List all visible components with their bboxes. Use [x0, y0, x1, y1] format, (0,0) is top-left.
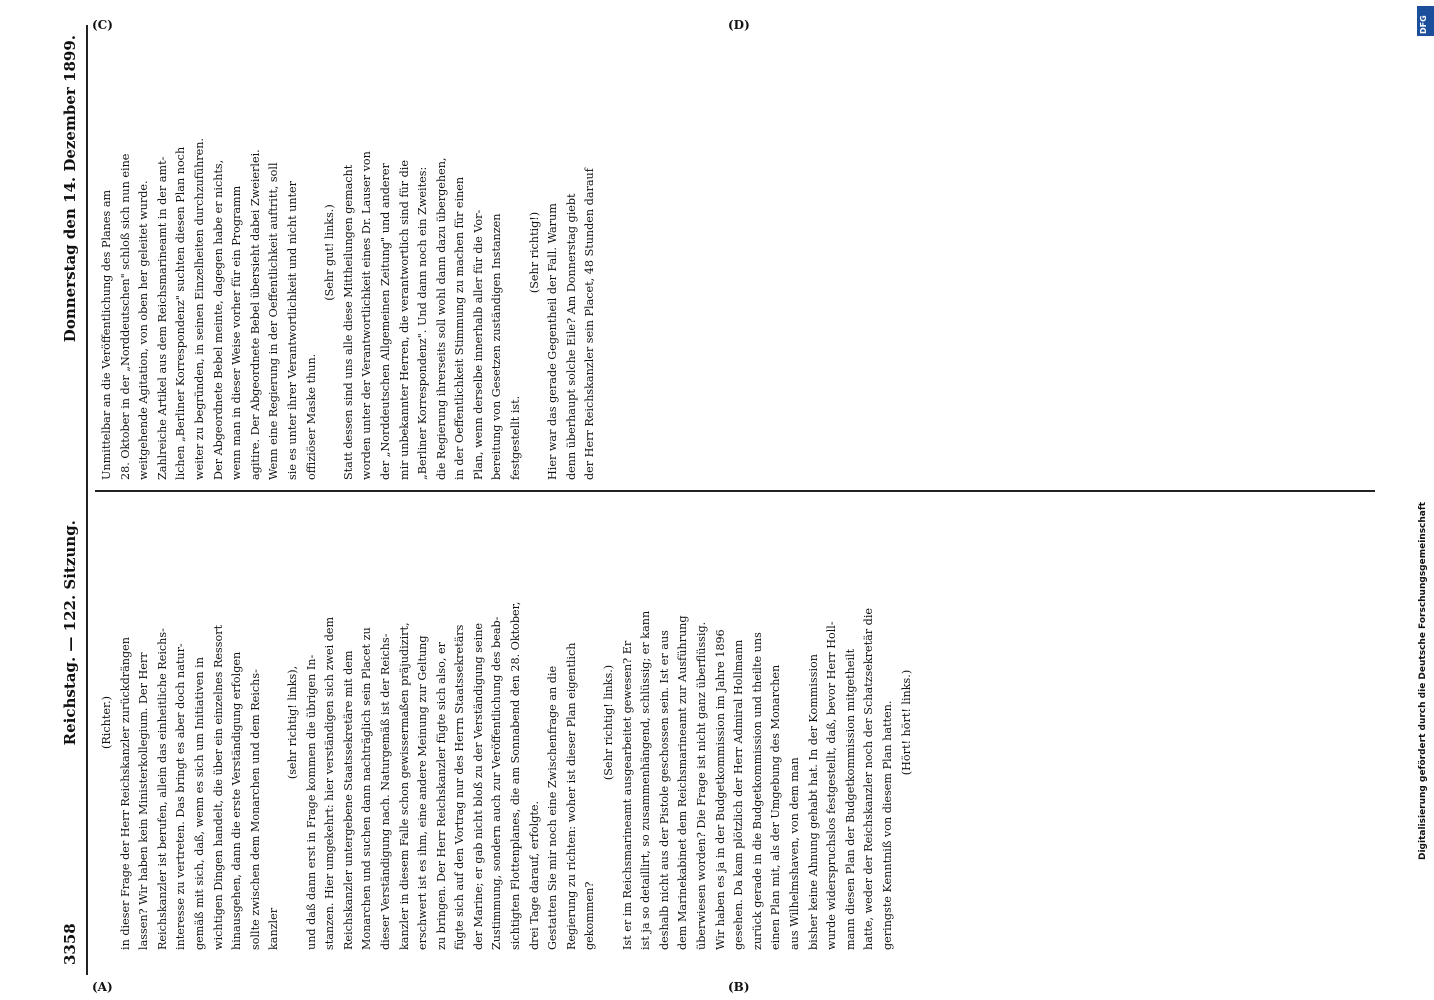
text-line: Der Abgeordnete Bebel meinte, dagegen habe er nichts,: [211, 159, 225, 480]
text-line: kanzler: [267, 907, 281, 950]
text-line: wenn man in dieser Weise vorher für ein Programm: [230, 185, 244, 480]
text-line: erschwert ist es ihm, eine andere Meinung zur Geltung: [416, 635, 430, 950]
text-line: denn überhaupt solche Eile? Am Donnerstag giebt: [564, 193, 578, 480]
text-line: weitgehende Agitation, von oben her geleitet wurde.: [137, 180, 151, 480]
text-line: einen Plan mit, als der Umgebung des Monarchen: [769, 664, 783, 950]
text-line: und daß dann erst in Frage kommen die übrigen In-: [304, 654, 318, 950]
text-line: zurück gerade in die Budgetkommission und theilte uns: [750, 632, 764, 950]
text-line: bereitung von Gesetzen zuständigen Instanzen: [490, 213, 504, 480]
text-line: aus Wilhelmshaven, von dem man: [787, 757, 801, 950]
margin-mark-b: (B): [728, 980, 750, 994]
text-line: geringste Kenntniß von diesem Plan hatten.: [880, 700, 894, 950]
text-line: (sehr richtig! links),: [285, 665, 299, 780]
header-rule: [86, 25, 88, 975]
text-line: (Sehr richtig! links.): [602, 664, 616, 781]
text-line: interesse zu vertreten. Das bringt es aber doch natur-: [174, 643, 188, 950]
dfg-logo: DFG: [1417, 6, 1434, 36]
text-line: Reichskanzler untergebene Staatssekretäre mit dem: [341, 650, 355, 950]
text-line: lassen? Wir haben kein Ministerkollegium. Der Herr: [137, 652, 151, 950]
text-line: sollte zwischen dem Monarchen und dem Reichs-: [248, 669, 262, 950]
text-line: der „Norddeutschen Allgemeinen Zeitung" und anderer: [378, 163, 392, 480]
text-line: sichtigten Flottenplanes, die am Sonnabend den 28. Oktober,: [509, 601, 523, 950]
text-line: ist ja so detaillirt, so zusammenhängend, schlüssig; er kann: [639, 610, 653, 950]
text-line: (Sehr gut! links.): [323, 204, 337, 301]
text-line: Wir haben es ja in der Budgetkommission im Jahre 1896: [713, 629, 727, 950]
text-line: (Hört! hört! links.): [899, 669, 913, 776]
text-line: überwiesen worden? Die Frage ist nicht ganz überflüssig.: [695, 621, 708, 950]
text-line: Monarchen und suchen dann nachträglich sein Placet zu: [360, 627, 374, 950]
text-line: hatte, weder der Reichskanzler noch der Schatzsekretär die: [862, 607, 876, 950]
digitization-note: Digitalisierung gefördert durch die Deutsche Forschungsgemeinschaft: [1418, 501, 1428, 860]
text-line: offiziöser Maske thun.: [304, 353, 318, 480]
text-line: worden unter der Verantwortlichkeit eines Dr. Lauser von: [360, 151, 374, 480]
text-line: wichtigen Dingen handelt, die über ein einzelnes Ressort: [211, 624, 225, 950]
text-line: in dieser Frage der Herr Reichskanzler zurückdrängen: [118, 637, 132, 950]
text-line: hinausgehen, dann die erste Verständigung erfolgen: [230, 651, 244, 950]
text-line: in der Oeffentlichkeit Stimmung zu machen für einen: [453, 176, 467, 480]
text-line: stanzen. Hier umgekehrt: hier verständigen sich zwei dem: [323, 616, 337, 950]
margin-mark-a: (A): [92, 980, 113, 994]
text-line: drei Tage darauf, erfolgte.: [527, 800, 541, 950]
text-line: agitire. Der Abgeordnete Bebel übersieht dabei Zweierlei.: [248, 149, 262, 480]
text-line: Zustimmung, sondern auch zur Veröffentlichung des beab-: [490, 616, 504, 950]
text-line: fügte sich auf den Vortrag nur des Herrn Staatssekretärs: [453, 624, 467, 950]
text-line: Wenn eine Regierung in der Oeffentlichkeit auftritt, soll: [267, 162, 281, 480]
text-line: wurde widerspruchslos festgestellt, daß, bevor Herr Holl-: [825, 621, 839, 950]
text-line: Unmittelbar an die Veröffentlichung des Planes am: [100, 189, 113, 480]
text-line: zu bringen. Der Herr Reichskanzler fügte sich also, er: [434, 642, 448, 950]
text-line: Plan, wenn derselbe innerhalb aller für die Vor-: [471, 209, 485, 480]
text-line: Hier war das gerade Gegentheil der Fall. Warum: [546, 203, 560, 480]
text-line: festgestellt ist.: [509, 395, 523, 480]
text-line: gekommen?: [583, 881, 597, 950]
text-line: gesehen. Da kam plötzlich der Herr Admiral Hollmann: [732, 639, 746, 950]
text-line: bisher keine Ahnung gehabt hat. In der Kommission: [806, 654, 820, 950]
header-right-title: Donnerstag den 14. Dezember 1899.: [61, 35, 79, 343]
column-divider: [95, 490, 1375, 492]
text-line: dieser Verständigung nach. Naturgemäß ist der Reichs-: [378, 633, 392, 950]
text-line: die Regierung ihrerseits soll wohl dann dazu übergehen,: [434, 157, 448, 480]
page-number: 3358: [61, 923, 79, 965]
text-line: Statt dessen sind uns alle diese Mittheilungen gemacht: [341, 164, 355, 480]
text-line: Zahlreiche Artikel aus dem Reichsmarineamt in der amt-: [155, 156, 169, 480]
text-line: „Berliner Korrespondenz". Und dann noch ein Zweites:: [416, 166, 430, 480]
text-line: Reichskanzler ist berufen, allein das einheitliche Reichs-: [155, 628, 169, 950]
text-line: (Sehr richtig!): [527, 211, 541, 294]
text-line: der Herr Reichskanzler sein Placet, 48 Stunden darauf: [583, 168, 597, 480]
text-line: mann diesen Plan der Budgetkommission mitgetheilt: [843, 648, 857, 950]
text-line: Ist er im Reichsmarineamt ausgearbeitet gewesen? Er: [620, 640, 634, 950]
text-line: der Marine; er gab nicht bloß zu der Verständigung seine: [471, 622, 485, 950]
text-line: weiter zu begründen, in seinen Einzelheiten durchzuführen.: [192, 137, 206, 480]
text-line: 28. Oktober in der „Norddeutschen" schloß sich nun eine: [118, 153, 132, 480]
text-line: gemäß mit sich, daß, wenn es sich um Initiativen in: [192, 657, 206, 950]
text-line: dem Marinekabinet dem Reichsmarineamt zur Ausführung: [676, 615, 690, 950]
text-line: kanzler in diesem Falle schon gewissermaßen präjudizirt,: [397, 622, 411, 950]
text-line: deshalb nicht aus der Pistole geschossen sein. Ist er aus: [657, 630, 671, 950]
header-left-title: Reichstag. — 122. Sitzung.: [61, 520, 79, 746]
text-line: lichen „Berliner Korrespondenz" suchten diesen Plan noch: [174, 146, 188, 480]
margin-mark-d: (D): [728, 18, 750, 32]
text-line: mir unbekannter Herren, die verantwortlich sind für die: [397, 160, 411, 480]
text-line: (Richter.): [100, 696, 113, 749]
text-column-right: [98, 25, 600, 480]
margin-mark-c: (C): [92, 18, 113, 32]
text-line: sie es unter ihrer Verantwortlichkeit und nicht unter: [285, 180, 299, 480]
running-header: [58, 35, 82, 965]
text-line: Regierung zu richten: woher ist dieser Plan eigentlich: [564, 642, 578, 950]
text-line: Gestatten Sie mir noch eine Zwischenfrage an die: [546, 665, 560, 950]
text-column-left: [98, 495, 916, 950]
